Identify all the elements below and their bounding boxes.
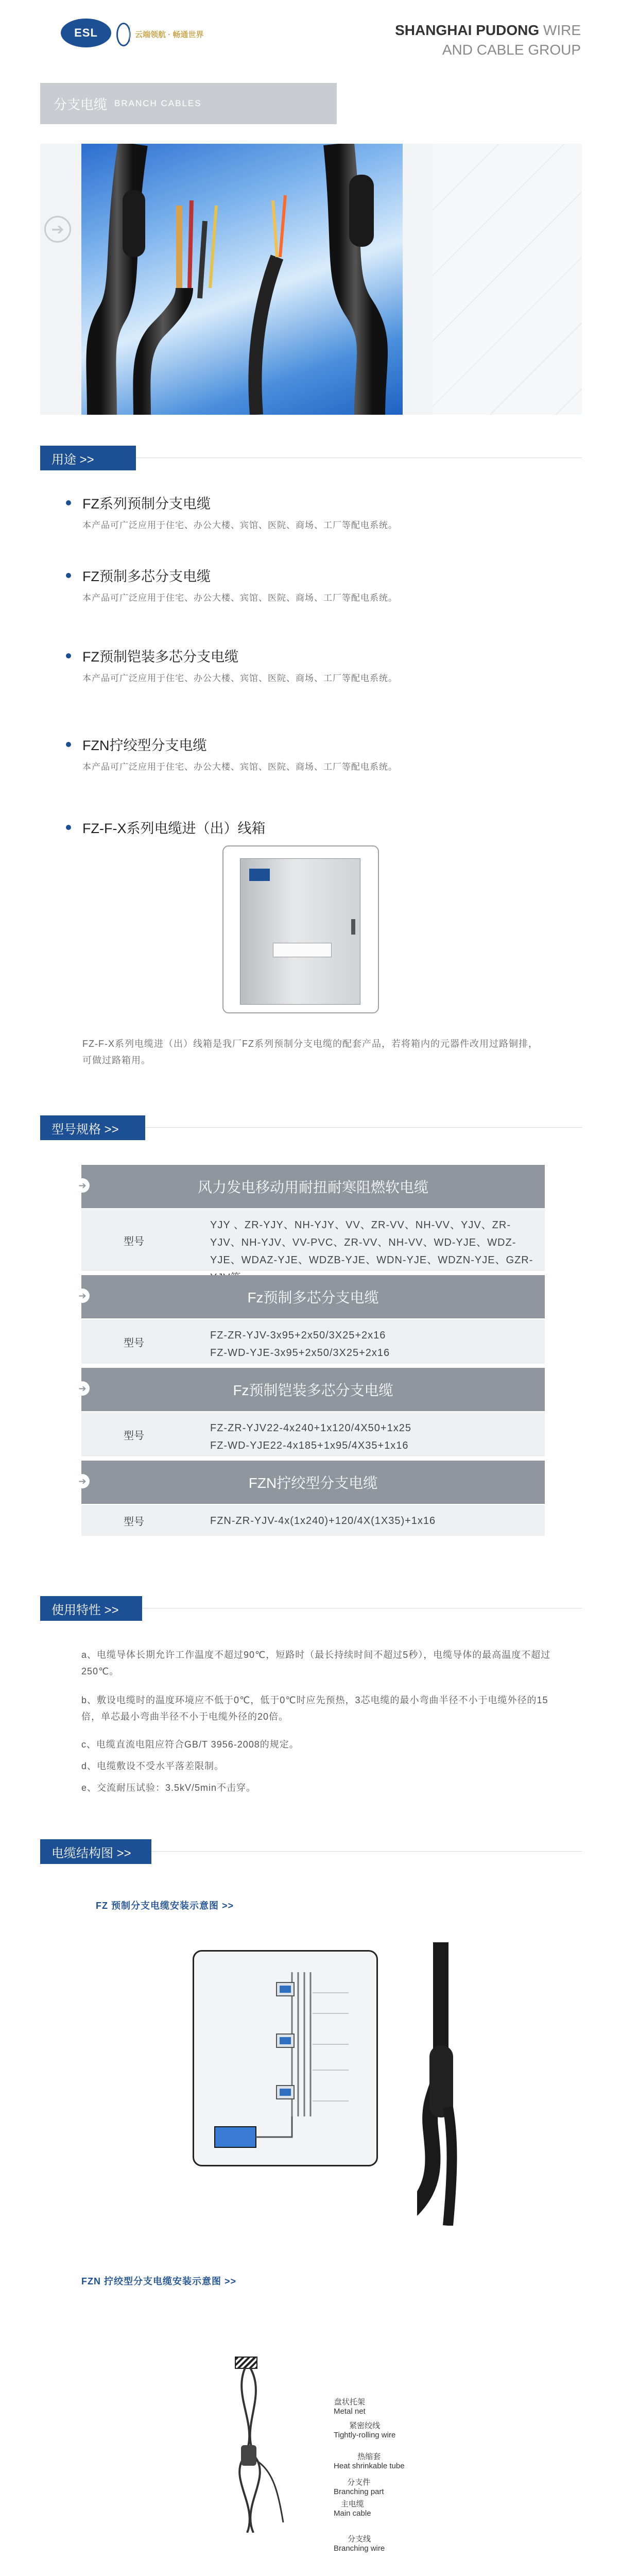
arrow-circle-icon: ➔ <box>75 1289 90 1303</box>
box-logo-tag <box>249 869 270 881</box>
page-title: 分支电缆 <box>54 96 108 112</box>
fzn-label: 热缩套 Heat shrinkable tube <box>334 2452 405 2470</box>
fz-install-diagram <box>193 1950 378 2166</box>
row-value: FZ-ZR-YJV22-4x240+1x120/4X50+1x25 FZ-WD-YJE22-4x185+1x95/4X35+1x16 <box>210 1422 411 1451</box>
bullet-icon <box>66 825 71 830</box>
company-logo[interactable]: ESL <box>61 19 111 47</box>
feature-line-c: c、电缆直流电阻应符合GB/T 3956-2008的规定。 <box>81 1739 299 1750</box>
bullet-icon <box>66 573 71 578</box>
page-title-bar <box>40 83 337 124</box>
section-heading-structure: 电缆结构图 >> <box>40 1839 151 1864</box>
page-subtitle: BRANCH CABLES <box>114 98 202 108</box>
row-value: FZN-ZR-YJV-4x(1x240)+120/4X(1X35)+1x16 <box>210 1515 436 1527</box>
fzn-twisted-cable-illustration <box>227 2368 294 2533</box>
spec-group-header: ➔ Fz预制多芯分支电缆 <box>81 1275 545 1318</box>
hero-stripes <box>433 144 582 415</box>
list-item-title: FZ系列预制分支电缆 <box>66 493 211 513</box>
fzn-label: 主电缆 Main cable <box>334 2500 371 2518</box>
list-item-title: FZ预制铠装多芯分支电缆 <box>66 646 238 666</box>
section-divider <box>145 1127 582 1128</box>
brand-line1-rest: WIRE <box>539 22 581 38</box>
logo-emblem-icon <box>116 23 131 46</box>
hero-cable-photo <box>81 144 403 415</box>
box-description: FZ-F-X系列电缆进（出）线箱是我厂FZ系列预制分支电缆的配套产品，若将箱内的元器件改用过路铜排，可做过路箱用。 <box>82 1039 538 1065</box>
list-item-title: FZ-F-X系列电缆进（出）线箱 <box>66 817 265 837</box>
list-item-desc: 本产品可广泛应用于住宅、办公大楼、宾馆、医院、商场、工厂等配电系统。 <box>82 520 398 530</box>
section-divider <box>151 1851 582 1852</box>
feature-line-b: b、敷设电缆时的温度环境应不低于0℃，低于0℃时应先预热，3芯电缆的最小弯曲半径不小于电缆外径的15倍，单芯最小弯曲半径不小于电缆外径的20倍。 <box>81 1695 548 1722</box>
riser-diagram <box>194 1952 376 2165</box>
fz-branch-cable-illustration <box>417 1942 463 2226</box>
brand-name <box>395 21 581 60</box>
section-heading-usage: 用途 >> <box>40 446 136 470</box>
spec-table <box>78 1165 545 1536</box>
box-nameplate <box>273 943 332 957</box>
bullet-icon <box>66 653 71 658</box>
fzn-label: 盘状托架 Metal net <box>334 2398 366 2416</box>
fz-diagram-caption: FZ 预制分支电缆安装示意图 >> <box>96 1901 234 1911</box>
fzn-label: 分支件 Branching part <box>334 2478 384 2496</box>
feature-line-d: d、电缆敷设不受水平落差限制。 <box>81 1761 225 1771</box>
list-item-desc: 本产品可广泛应用于住宅、办公大楼、宾馆、医院、商场、工厂等配电系统。 <box>82 593 398 603</box>
row-key: 型号 <box>124 1337 144 1349</box>
spec-group-header: ➔ 风力发电移动用耐扭耐寒阻燃软电缆 <box>81 1165 545 1208</box>
list-item-desc: 本产品可广泛应用于住宅、办公大楼、宾馆、医院、商场、工厂等配电系统。 <box>82 762 398 772</box>
arrow-circle-icon: ➔ <box>75 1474 90 1488</box>
list-item-desc: 本产品可广泛应用于住宅、办公大楼、宾馆、医院、商场、工厂等配电系统。 <box>82 673 398 683</box>
box-latch <box>351 919 355 935</box>
company-slogan: 云端领航 · 畅通世界 <box>135 30 204 39</box>
table-row <box>81 1505 545 1536</box>
section-heading-specs: 型号规格 >> <box>40 1115 145 1140</box>
arrow-circle-icon: ➔ <box>75 1178 90 1193</box>
brand-line1-bold: SHANGHAI PUDONG <box>395 22 540 38</box>
arrow-right-icon: ➔ <box>44 216 71 243</box>
bullet-icon <box>66 500 71 505</box>
cable-illustration <box>81 144 403 415</box>
row-value: FZ-ZR-YJV-3x95+2x50/3X25+2x16 FZ-WD-YJE-3x95+2x50/3X25+2x16 <box>210 1330 390 1359</box>
fzn-label: 分支线 Branching wire <box>334 2535 385 2553</box>
ceiling-mount <box>235 2357 257 2369</box>
row-key: 型号 <box>124 1235 144 1247</box>
row-key: 型号 <box>124 1516 144 1528</box>
feature-line-a: a、电缆导体长期允许工作温度不超过90℃，短路时（最长持续时间不超过5秒），电缆导体的最高温度不超过250℃。 <box>81 1650 551 1676</box>
bullet-icon <box>66 742 71 747</box>
fzn-label: 紧密绞线 Tightly-rolling wire <box>334 2421 396 2439</box>
table-row <box>81 1319 545 1364</box>
section-divider <box>136 457 582 458</box>
fzn-diagram-caption: FZN 拧绞型分支电缆安装示意图 >> <box>81 2276 237 2286</box>
spec-group-header: ➔ Fz预制铠装多芯分支电缆 <box>81 1368 545 1411</box>
table-row <box>81 1412 545 1456</box>
section-heading-features: 使用特性 >> <box>40 1596 142 1621</box>
list-item-title: FZ预制多芯分支电缆 <box>66 565 211 585</box>
table-row <box>81 1209 545 1271</box>
list-item-title: FZN拧绞型分支电缆 <box>66 734 206 754</box>
spec-group-header: ➔ FZN拧绞型分支电缆 <box>81 1461 545 1504</box>
row-key: 型号 <box>124 1430 144 1442</box>
arrow-circle-icon: ➔ <box>75 1381 90 1396</box>
feature-line-e: e、交流耐压试验：3.5kV/5min不击穿。 <box>81 1783 256 1793</box>
row-value: YJY 、ZR-YJY、NH-YJY、VV、ZR-VV、NH-VV、YJV、ZR-YJV、NH-YJV、VV-PVC、ZR-VV、NH-VV、WD-YJE、WDZ-YJE、WDAZ-YJE、WDZB-YJE、WDN-YJE、WDZN-YJE、GZR- <box>210 1219 533 1266</box>
brand-line2: AND CABLE GROUP <box>442 42 581 58</box>
